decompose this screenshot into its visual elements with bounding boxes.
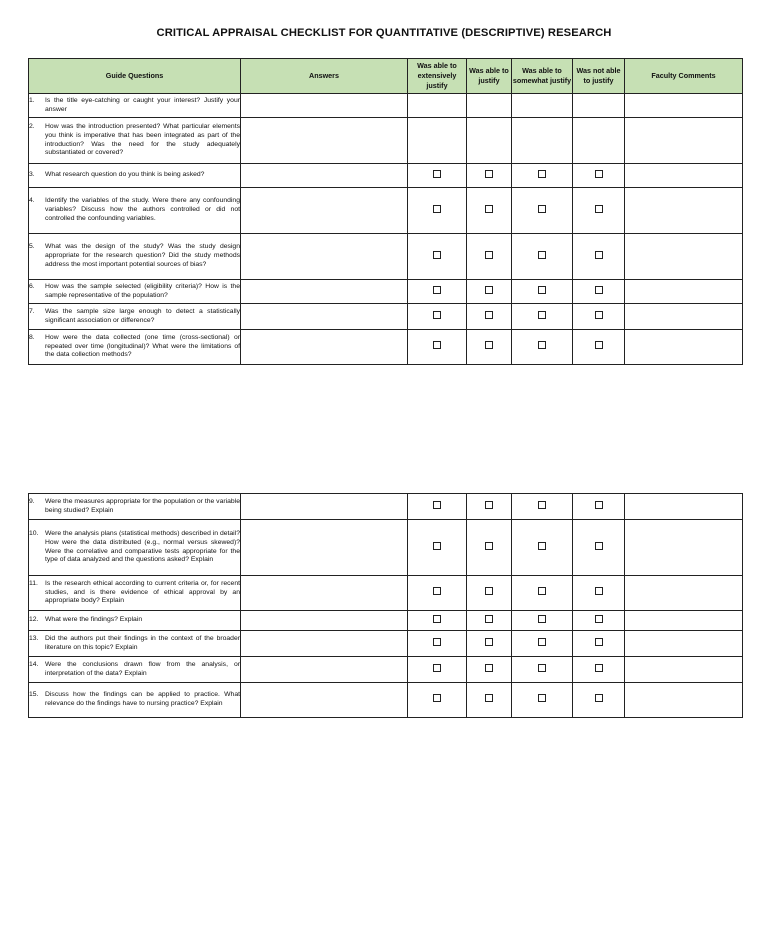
extensively-justify-checkbox[interactable] (433, 170, 441, 178)
rating-cell (408, 188, 467, 234)
faculty-comment-cell[interactable] (625, 494, 743, 520)
faculty-comment-cell[interactable] (625, 683, 743, 718)
not-able-to-justify-checkbox[interactable] (595, 587, 603, 595)
question-text: How were the data collected (one time (cross-sectional) or repeated over time (longitudinal)? What were the limitations of the data collection methods? (45, 333, 240, 359)
not-able-to-justify-checkbox[interactable] (595, 615, 603, 623)
not-able-to-justify-checkbox[interactable] (595, 694, 603, 702)
question-number: 1. (29, 96, 35, 104)
extensively-justify-checkbox[interactable] (433, 587, 441, 595)
not-able-to-justify-checkbox[interactable] (595, 251, 603, 259)
rating-cell (467, 164, 512, 188)
extensively-justify-checkbox[interactable] (433, 501, 441, 509)
answer-cell[interactable] (241, 280, 408, 304)
faculty-comment-cell[interactable] (625, 304, 743, 330)
guide-question-cell (29, 118, 241, 164)
question-text: Were the conclusions drawn flow from the analysis, or interpretation of the data? Explain (45, 660, 240, 677)
faculty-comments-header: Faculty Comments (625, 59, 743, 94)
question-text: Is the title eye-catching or caught your interest? Justify your answer (45, 96, 240, 113)
answer-cell[interactable] (241, 576, 408, 611)
guide-question-cell (29, 164, 241, 188)
question-text: Were the analysis plans (statistical methods) described in detail? How were the data distributed (e.g., normal versus skewed)? Were the correlative and comparative tests appropriate for the type of data analyzed and the questions asked? Explain (45, 529, 240, 564)
somewhat-justify-checkbox[interactable] (538, 311, 546, 319)
rating-cell (512, 188, 573, 234)
faculty-comment-cell[interactable] (625, 94, 743, 118)
rating-cell (408, 657, 467, 683)
question-number: 8. (29, 333, 35, 341)
rating-cell (467, 631, 512, 657)
question-text: How was the sample selected (eligibility criteria)? How is the sample representative of the population? (45, 282, 240, 299)
faculty-comment-cell[interactable] (625, 631, 743, 657)
answer-cell[interactable] (241, 330, 408, 365)
rating-cell (408, 576, 467, 611)
somewhat-justify-checkbox[interactable] (538, 615, 546, 623)
able-to-justify-checkbox[interactable] (485, 664, 493, 672)
rating-cell (573, 494, 625, 520)
rating-cell (573, 330, 625, 365)
question-row (29, 683, 743, 718)
extensively-justify-checkbox[interactable] (433, 286, 441, 294)
somewhat-justify-checkbox[interactable] (538, 638, 546, 646)
guide-question-cell (29, 631, 241, 657)
rating-cell (512, 631, 573, 657)
rating-cell (408, 280, 467, 304)
somewhat-justify-checkbox[interactable] (538, 205, 546, 213)
guide-question-cell (29, 657, 241, 683)
faculty-comment-cell[interactable] (625, 520, 743, 576)
rating-cell (573, 611, 625, 631)
rating-cell (512, 494, 573, 520)
question-number: 3. (29, 171, 35, 179)
guide-question-cell (29, 94, 241, 118)
question-row (29, 631, 743, 657)
question-text: Identify the variables of the study. Were there any confounding variables? Discuss how the authors controlled or did not controlled the confounding variables. (45, 197, 240, 222)
question-row (29, 94, 743, 118)
question-row (29, 234, 743, 280)
rating-cell (467, 234, 512, 280)
rating-cell (467, 683, 512, 718)
somewhat-justify-checkbox[interactable] (538, 694, 546, 702)
rating-cell (512, 234, 573, 280)
able-to-justify-checkbox[interactable] (485, 638, 493, 646)
page-title: CRITICAL APPRAISAL CHECKLIST FOR QUANTITATIVE (DESCRIPTIVE) RESEARCH (156, 27, 612, 39)
question-text: Discuss how the findings can be applied to practice. What relevance do the findings have to nursing practice? Explain (45, 691, 240, 707)
rating-cell (512, 280, 573, 304)
rating-cell (408, 330, 467, 365)
faculty-comment-cell[interactable] (625, 164, 743, 188)
guide-question-cell (29, 234, 241, 280)
checklist-table-part-1 (28, 58, 743, 365)
able-to-justify-checkbox[interactable] (485, 170, 493, 178)
answer-cell[interactable] (241, 520, 408, 576)
not-able-to-justify-checkbox[interactable] (595, 638, 603, 646)
question-number: 10. (29, 529, 39, 537)
rating-cell (467, 280, 512, 304)
able-to-justify-checkbox[interactable] (485, 251, 493, 259)
answer-cell[interactable] (241, 118, 408, 164)
not-able-to-justify-checkbox[interactable] (595, 286, 603, 294)
able-to-justify-checkbox[interactable] (485, 587, 493, 595)
rating-cell (408, 234, 467, 280)
rating-cell (408, 520, 467, 576)
somewhat-justify-checkbox[interactable] (538, 170, 546, 178)
not-able-to-justify-checkbox[interactable] (595, 205, 603, 213)
extensively-justify-header: Was able to extensively justify (408, 59, 467, 94)
question-number: 12. (29, 616, 39, 624)
answer-cell[interactable] (241, 657, 408, 683)
header-row (29, 59, 743, 94)
rating-cell (512, 94, 573, 118)
faculty-comment-cell[interactable] (625, 188, 743, 234)
able-to-justify-checkbox[interactable] (485, 286, 493, 294)
able-to-justify-header: Was able to justify (467, 59, 512, 94)
somewhat-justify-checkbox[interactable] (538, 501, 546, 509)
rating-cell (573, 304, 625, 330)
answer-cell[interactable] (241, 631, 408, 657)
rating-cell (573, 118, 625, 164)
question-text: Was the sample size large enough to detect a statistically significant association or difference? (45, 307, 240, 324)
not-able-to-justify-header: Was not able to justify (573, 59, 625, 94)
question-row (29, 520, 743, 576)
faculty-comment-cell[interactable] (625, 234, 743, 280)
question-row (29, 304, 743, 330)
rating-cell (512, 520, 573, 576)
not-able-to-justify-checkbox[interactable] (595, 341, 603, 349)
question-text: What research question do you think is being asked? (45, 171, 205, 179)
question-number: 15. (29, 691, 39, 699)
rating-cell (573, 280, 625, 304)
extensively-justify-checkbox[interactable] (433, 311, 441, 319)
question-text: Did the authors put their findings in the context of the broader literature on this topic? Explain (45, 634, 240, 651)
guide-question-cell (29, 188, 241, 234)
rating-cell (467, 94, 512, 118)
guide-question-cell (29, 611, 241, 631)
not-able-to-justify-checkbox[interactable] (595, 170, 603, 178)
answer-cell[interactable] (241, 683, 408, 718)
somewhat-justify-checkbox[interactable] (538, 286, 546, 294)
rating-cell (573, 164, 625, 188)
extensively-justify-checkbox[interactable] (433, 638, 441, 646)
rating-cell (408, 494, 467, 520)
answer-cell[interactable] (241, 611, 408, 631)
question-row (29, 118, 743, 164)
question-row (29, 188, 743, 234)
question-number: 2. (29, 122, 35, 130)
extensively-justify-checkbox[interactable] (433, 251, 441, 259)
rating-cell (408, 683, 467, 718)
rating-cell (512, 330, 573, 365)
rating-cell (467, 576, 512, 611)
rating-cell (467, 118, 512, 164)
not-able-to-justify-checkbox[interactable] (595, 664, 603, 672)
question-number: 4. (29, 197, 35, 205)
rating-cell (512, 657, 573, 683)
rating-cell (467, 520, 512, 576)
guide-question-cell (29, 330, 241, 365)
rating-cell (573, 683, 625, 718)
question-number: 5. (29, 243, 35, 251)
rating-cell (408, 118, 467, 164)
rating-cell (573, 234, 625, 280)
rating-cell (512, 611, 573, 631)
extensively-justify-checkbox[interactable] (433, 615, 441, 623)
answer-cell[interactable] (241, 494, 408, 520)
able-to-justify-checkbox[interactable] (485, 694, 493, 702)
guide-questions-header: Guide Questions (29, 59, 241, 94)
question-text: What was the design of the study? Was the study design appropriate for the research question? Did the study methods address the most important potential sources of bias? (45, 243, 240, 268)
rating-cell (408, 631, 467, 657)
rating-cell (512, 118, 573, 164)
question-row (29, 164, 743, 188)
question-row (29, 657, 743, 683)
rating-cell (573, 576, 625, 611)
faculty-comment-cell[interactable] (625, 576, 743, 611)
rating-cell (573, 631, 625, 657)
rating-cell (467, 611, 512, 631)
not-able-to-justify-checkbox[interactable] (595, 311, 603, 319)
question-number: 7. (29, 307, 35, 315)
somewhat-justify-checkbox[interactable] (538, 587, 546, 595)
extensively-justify-checkbox[interactable] (433, 205, 441, 213)
rating-cell (408, 304, 467, 330)
rating-cell (467, 657, 512, 683)
question-row (29, 494, 743, 520)
somewhat-justify-header: Was able to somewhat justify (512, 59, 573, 94)
checklist-table-part-2 (28, 493, 743, 718)
extensively-justify-checkbox[interactable] (433, 664, 441, 672)
guide-question-cell (29, 683, 241, 718)
somewhat-justify-checkbox[interactable] (538, 664, 546, 672)
question-text: Is the research ethical according to current criteria or, for recent studies, and is there evidence of ethical approval by an appropriate body? Explain (45, 579, 240, 605)
guide-question-cell (29, 576, 241, 611)
rating-cell (467, 188, 512, 234)
rating-cell (408, 94, 467, 118)
able-to-justify-checkbox[interactable] (485, 501, 493, 509)
rating-cell (467, 304, 512, 330)
rating-cell (573, 94, 625, 118)
question-row (29, 611, 743, 631)
somewhat-justify-checkbox[interactable] (538, 341, 546, 349)
answer-cell[interactable] (241, 188, 408, 234)
not-able-to-justify-checkbox[interactable] (595, 501, 603, 509)
extensively-justify-checkbox[interactable] (433, 694, 441, 702)
rating-cell (467, 494, 512, 520)
faculty-comment-cell[interactable] (625, 611, 743, 631)
extensively-justify-checkbox[interactable] (433, 542, 441, 550)
question-row (29, 576, 743, 611)
answers-header: Answers (241, 59, 408, 94)
able-to-justify-checkbox[interactable] (485, 205, 493, 213)
answer-cell[interactable] (241, 304, 408, 330)
somewhat-justify-checkbox[interactable] (538, 251, 546, 259)
rating-cell (512, 304, 573, 330)
question-text: What were the findings? Explain (45, 616, 143, 624)
question-row (29, 330, 743, 365)
answer-cell[interactable] (241, 94, 408, 118)
question-number: 9. (29, 497, 35, 505)
rating-cell (408, 611, 467, 631)
not-able-to-justify-checkbox[interactable] (595, 542, 603, 550)
question-number: 13. (29, 634, 39, 642)
faculty-comment-cell[interactable] (625, 330, 743, 365)
able-to-justify-checkbox[interactable] (485, 615, 493, 623)
answer-cell[interactable] (241, 164, 408, 188)
question-number: 11. (29, 579, 38, 587)
question-number: 6. (29, 282, 35, 290)
faculty-comment-cell[interactable] (625, 657, 743, 683)
rating-cell (408, 164, 467, 188)
extensively-justify-checkbox[interactable] (433, 341, 441, 349)
rating-cell (573, 520, 625, 576)
rating-cell (512, 164, 573, 188)
question-row (29, 280, 743, 304)
guide-question-cell (29, 280, 241, 304)
guide-question-cell (29, 520, 241, 576)
rating-cell (512, 683, 573, 718)
question-text: How was the introduction presented? What particular elements you think is imperative that has been integrated as part of the introduction? Was the need for the study adequately substantiated or covered? (45, 122, 240, 157)
question-number: 14. (29, 660, 39, 668)
faculty-comment-cell[interactable] (625, 280, 743, 304)
somewhat-justify-checkbox[interactable] (538, 542, 546, 550)
rating-cell (573, 657, 625, 683)
rating-cell (573, 188, 625, 234)
rating-cell (512, 576, 573, 611)
guide-question-cell (29, 494, 241, 520)
able-to-justify-checkbox[interactable] (485, 311, 493, 319)
guide-question-cell (29, 304, 241, 330)
able-to-justify-checkbox[interactable] (485, 341, 493, 349)
rating-cell (467, 330, 512, 365)
answer-cell[interactable] (241, 234, 408, 280)
faculty-comment-cell[interactable] (625, 118, 743, 164)
question-text: Were the measures appropriate for the population or the variable being studied? Explain (45, 497, 240, 514)
able-to-justify-checkbox[interactable] (485, 542, 493, 550)
